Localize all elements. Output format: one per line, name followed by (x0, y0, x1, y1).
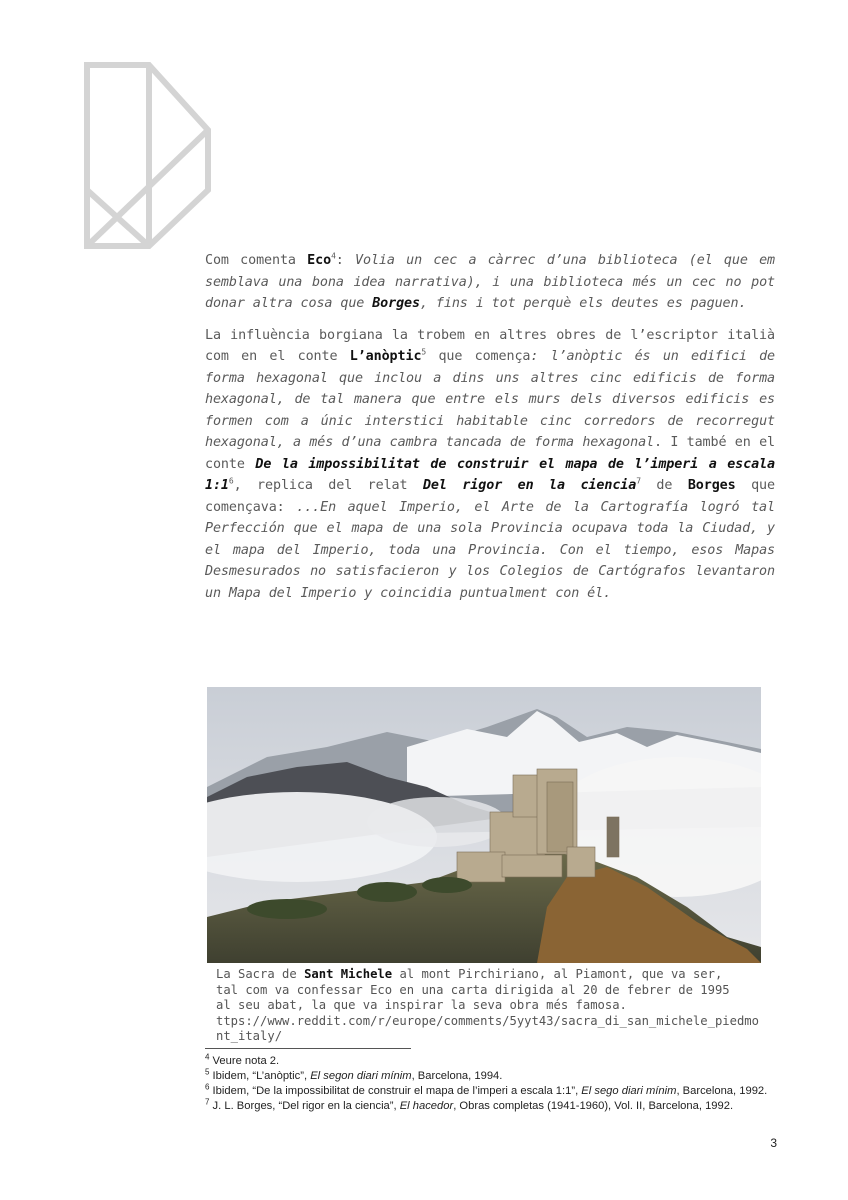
author-eco: Eco (307, 253, 332, 268)
title-impossibilitat: De la impossibilitat de construir el mapa de l’imperi a escala 1:1 (205, 456, 775, 493)
author-borges: Borges (372, 296, 420, 311)
paragraph-borges-influence: La influència borgiana la trobem en altres obres de l’escriptor italià com en el conte L’anòptic$^5$ que comença: l’anòptic és un edifici de forma hexagonal que inclou a dins uns altres cinc edificis de forma hexagonal, de tal manera que entre els murs dels diversos edificis es formen com a únic interstici habitable cinc corredors de recorregut hexagonal, a més d’una cambra tancada de forma hexagonal. I també en el conte De la impossibilitat de construir el mapa de l’imperi a escala $1:1^6$, replica del relat Del rigor en la ciencia$^7$ de Borges que començava: ...En aquel Imperio, el Arte de la Cartografía logró tal Perfección que el mapa de una sola Provincia ocupava toda la Ciudad, y el mapa del Imperio, toda una Provincia. Con el tiempo, esos Mapas Desmesurados no satisfacieron y los Colegios de Cartógrafos levantaron un Mapa del Imperio y coincidia puntualment con él. (205, 327, 776, 601)
footnote-7: $^7$ J. L. Borges, “Del rigor en la ciencia”, El hacedor, Obras completas (1941-1960), Vol. II, Barcelona, 1992. (205, 1097, 734, 1112)
footnotes (205, 1054, 770, 1114)
caption-sant-michele: Sant Michele (304, 967, 393, 981)
title-rigor: Del rigor en la ciencia (422, 478, 637, 493)
footnote-ref-7: 7 (636, 476, 641, 486)
footnote-ref-6: 6 (228, 476, 234, 486)
author-borges-2: Borges (687, 478, 736, 493)
caption-url: ttps://www.reddit.com/r/europe/comments/5yyt43/sacra_di_san_michele_piedmont_italy/ (216, 1013, 759, 1043)
page-number: 3 (770, 1136, 777, 1150)
footnote-5: $^5$ Ibidem, “L’anòptic”, El segon diari mínim, Barcelona, 1994. (205, 1067, 503, 1082)
footnote-6: $^6$ Ibidem, “De la impossibilitat de construir el mapa de l’imperi a escala 1:1”, El sego diari mínim, Barcelona, 1992. (205, 1082, 768, 1097)
footnote-4: $^4$ Veure nota 2. (205, 1052, 280, 1067)
title-anoptic: L’anòptic (349, 349, 422, 364)
hexagon-book-logo-icon (80, 58, 216, 254)
sacra-di-san-michele-photo (207, 687, 761, 963)
footnote-divider (205, 1048, 411, 1049)
footnote-ref-5: 5 (421, 347, 427, 357)
photo-caption: La Sacra de Sant Michele al mont Pirchiriano, al Piamont, que va ser, tal com va confessar Eco en una carta dirigida al 20 de febrer de 1995 al seu abat, la que va inspirar la seva obra més famosa. ttps://www.reddit.com/r/europe/comments/5yyt43/sacra_di_san_michele_piedmont_italy/ (216, 967, 759, 1043)
paragraph-eco-quote: Com comenta Eco$^4$: Volia un cec a càrrec d’una biblioteca (el que em semblava una bona idea narrativa), i una biblioteca més un cec no pot donar altra cosa que Borges, fins i tot perquè els deutes es paguen. (205, 251, 775, 311)
main-text (205, 250, 775, 614)
footnote-ref-4: 4 (331, 251, 336, 261)
